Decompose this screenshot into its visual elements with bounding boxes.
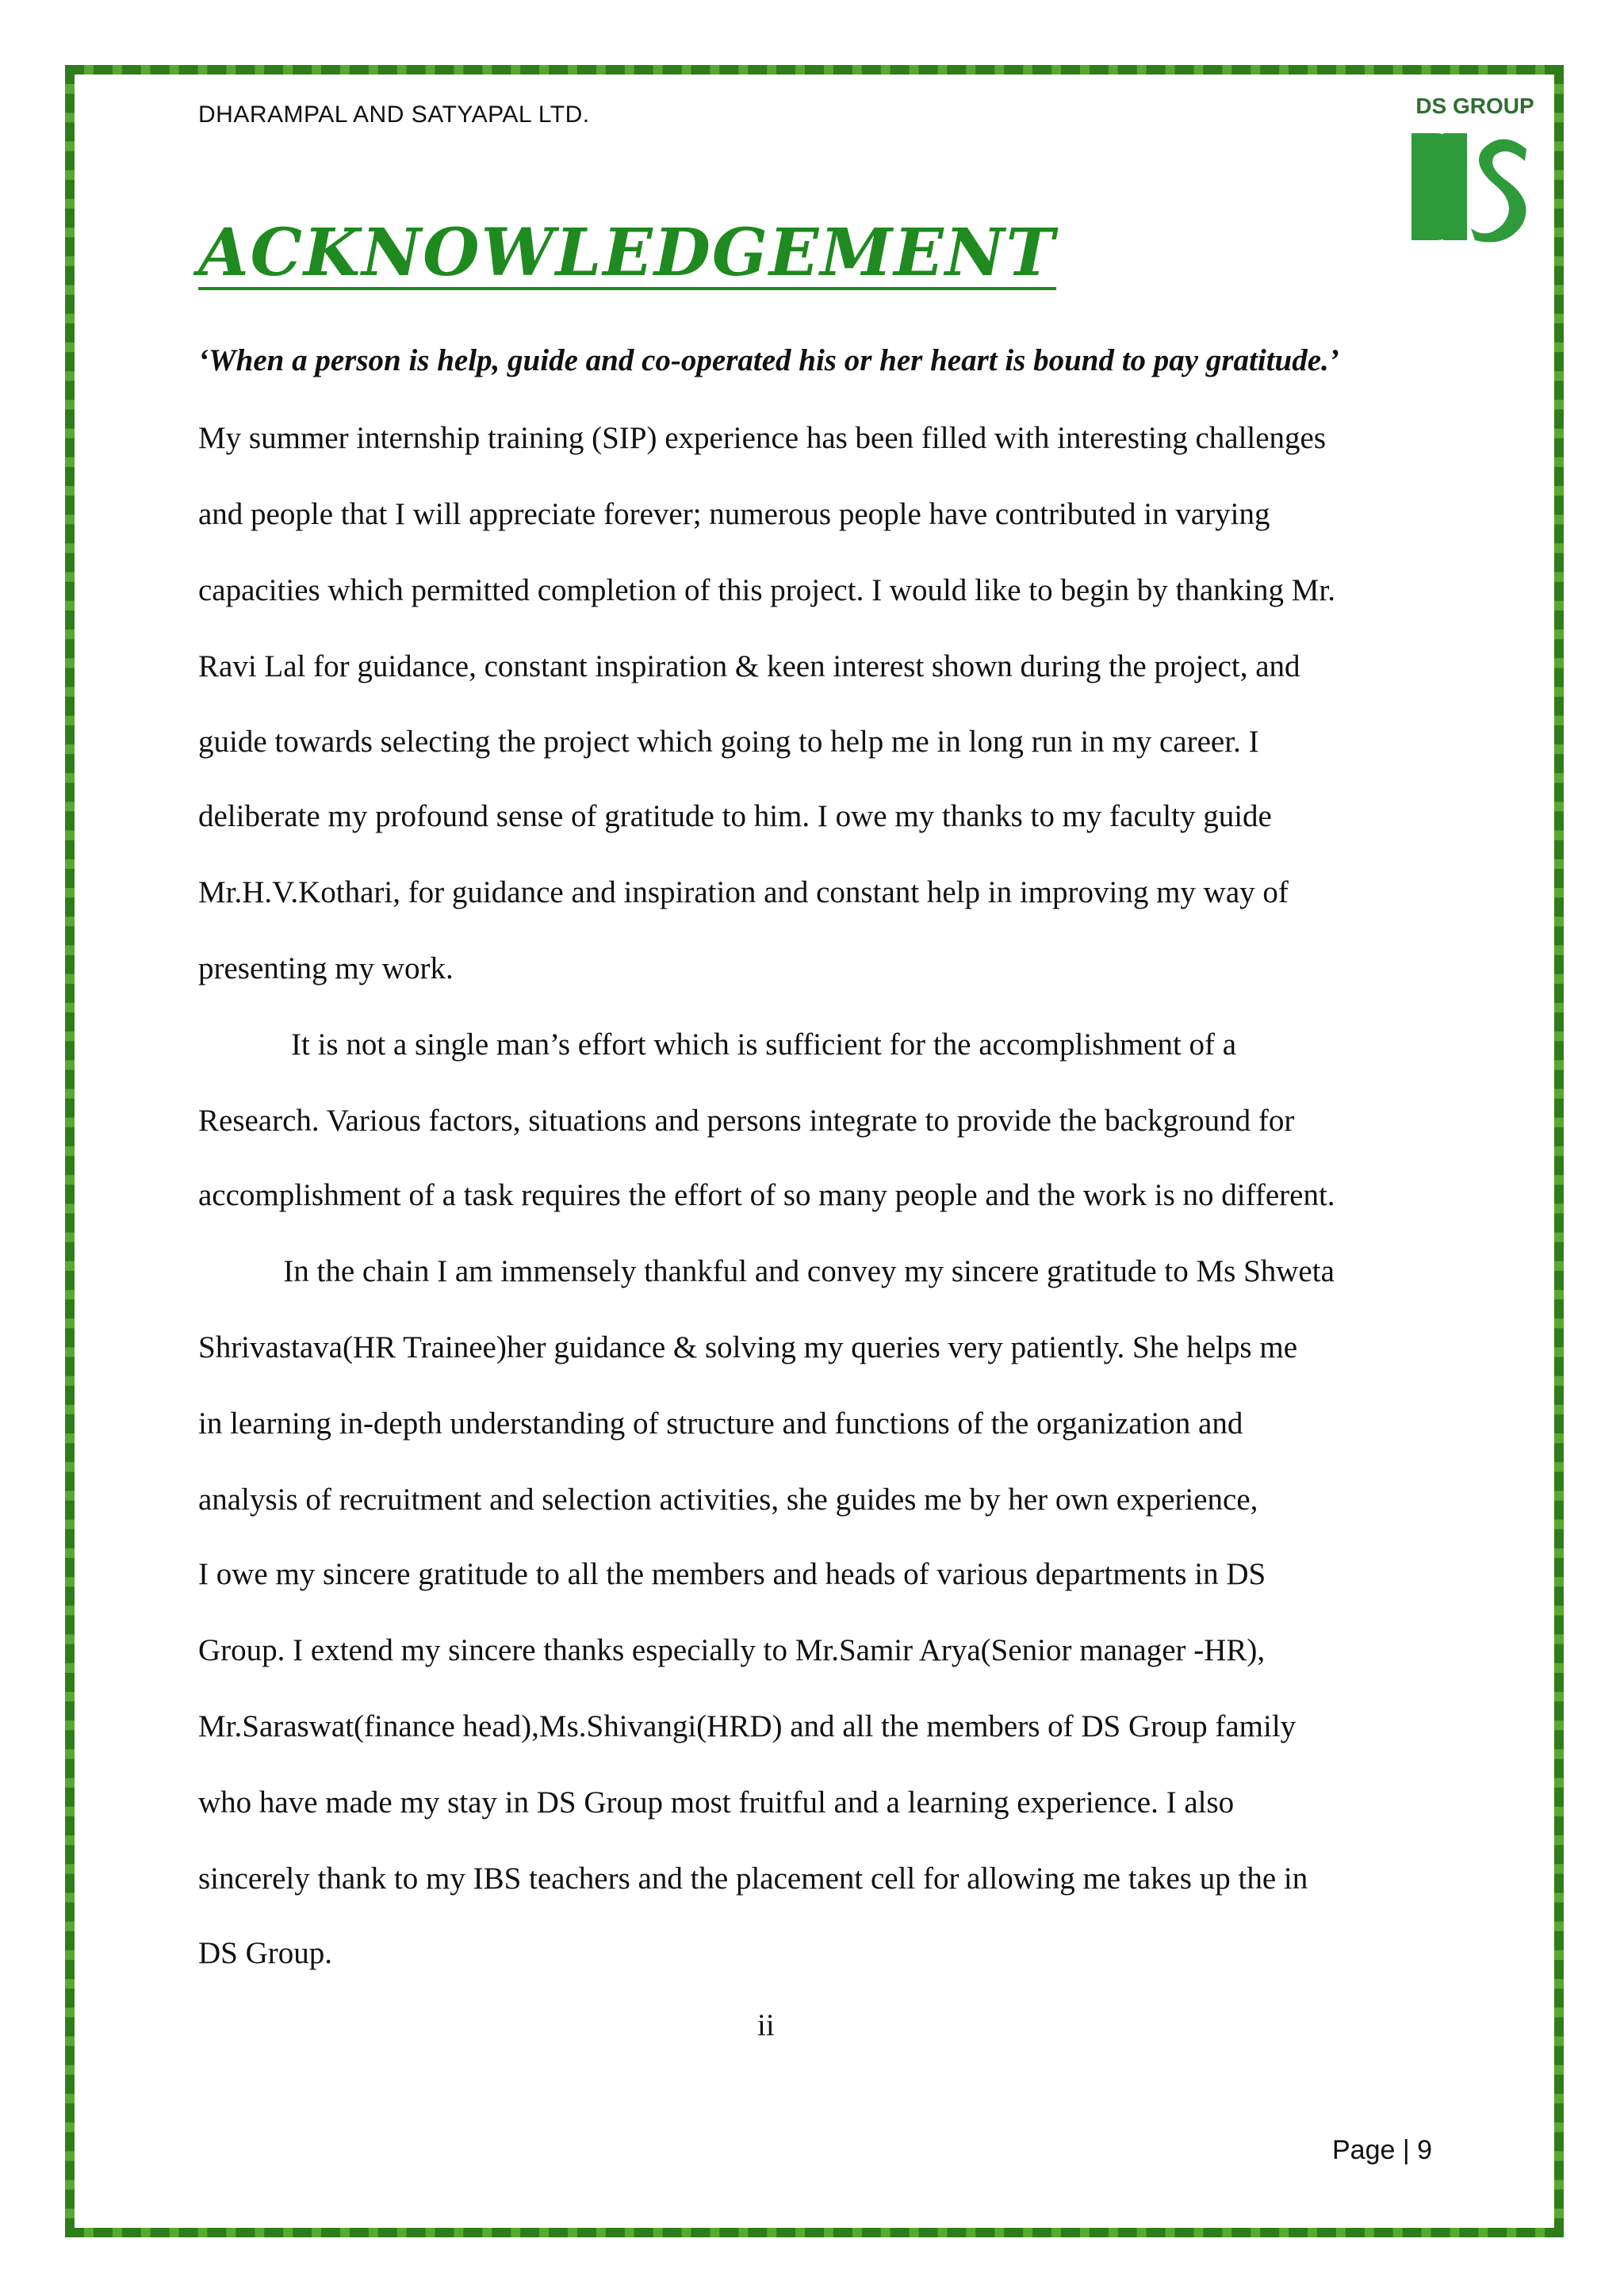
body-line: who have made my stay in DS Group most fruitful and a learning experience. I also [198,1785,1235,1820]
body-line: in learning in-depth understanding of structure and functions of the organization and [198,1406,1243,1441]
company-header: DHARAMPAL AND SATYAPAL LTD. [198,101,590,128]
body-line: presenting my work. [198,951,454,985]
body-line: In the chain I am immensely thankful and convey my sincere gratitude to Ms Shweta [198,1254,1335,1288]
page-border [65,65,1564,2237]
body-line: DS Group. [198,1936,333,1970]
body-line: I owe my sincere gratitude to all the members and heads of various departments in DS [198,1557,1266,1591]
body-line: Mr.H.V.Kothari, for guidance and inspiration and constant help in improving my way of [198,875,1289,909]
body-line: Ravi Lal for guidance, constant inspiration & keen interest shown during the project, and [198,649,1300,683]
body-line: sincerely thank to my IBS teachers and the placement cell for allowing me takes up the in [198,1862,1308,1896]
body-line: guide towards selecting the project which going to help me in long run in my career. I [198,725,1259,759]
body-line: Group. I extend my sincere thanks especially to Mr.Samir Arya(Senior manager -HR), [198,1633,1266,1667]
body-line: and people that I will appreciate forever; numerous people have contributed in varying [198,497,1270,531]
body-line: analysis of recruitment and selection activities, she guides me by her own experience, [198,1483,1258,1517]
roman-page-number: ii [757,2008,775,2042]
ds-logo-icon [1408,125,1542,244]
opening-quote: ‘When a person is help, guide and co-operated his or her heart is bound to pay gratitude.’ [198,343,1339,377]
page-number: Page | 9 [1332,2135,1433,2165]
body-line: My summer internship training (SIP) experience has been filled with interesting challenges [198,421,1327,455]
body-line: It is not a single man’s effort which is sufficient for the accomplishment of a [198,1027,1237,1062]
body-line: Mr.Saraswat(finance head),Ms.Shivangi(HRD) and all the members of DS Group family [198,1709,1297,1743]
body-line: accomplishment of a task requires the effort of so many people and the work is no different. [198,1178,1335,1212]
body-line: Shrivastava(HR Trainee)her guidance & solving my queries very patiently. She helps me [198,1330,1298,1364]
body-line: capacities which permitted completion of this project. I would like to begin by thanking Mr. [198,573,1336,607]
ds-group-logo [1408,94,1542,248]
logo-text: DS GROUP [1415,94,1534,118]
body-line: deliberate my profound sense of gratitude to him. I owe my thanks to my faculty guide [198,799,1272,833]
body-line: Research. Various factors, situations and persons integrate to provide the background for [198,1104,1295,1138]
page-title: ACKNOWLEDGEMENT [198,215,1056,291]
